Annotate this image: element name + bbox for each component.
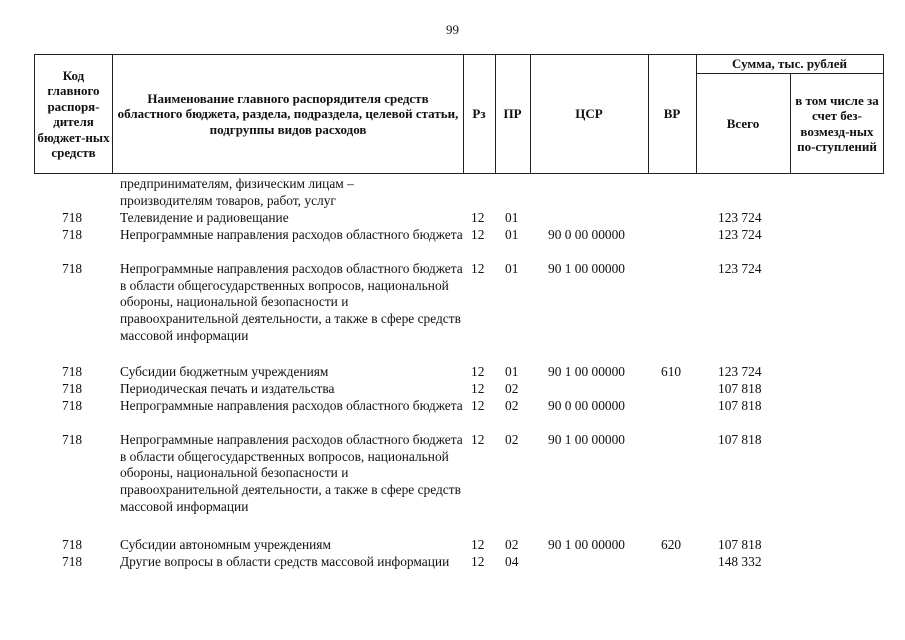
row-rz: 12 <box>471 227 485 242</box>
row-rz: 12 <box>471 432 485 447</box>
header-rz: Рз <box>472 106 486 122</box>
row-pr: 02 <box>505 537 519 552</box>
col-border-0 <box>34 54 35 174</box>
header-vr: ВР <box>663 106 681 122</box>
row-name: Субсидии бюджетным учреждениям <box>120 364 329 379</box>
row-pr: 01 <box>505 227 519 242</box>
row-rz: 12 <box>471 381 485 396</box>
row-total: 107 818 <box>718 381 762 396</box>
row-vr: 620 <box>661 537 682 552</box>
row-code: 718 <box>62 554 83 569</box>
row-total: 123 724 <box>718 261 762 276</box>
row-code: 718 <box>62 210 83 225</box>
header-bottom-border <box>34 173 883 174</box>
page-number: 99 <box>446 22 459 37</box>
row-total: 123 724 <box>718 227 762 242</box>
row-pr: 01 <box>505 364 519 379</box>
row-name: Непрограммные направления расходов областного бюджета в области общегосударственных вопросов, национальной обороны, национальной безопасности и правоохранительной деятельности, а также в сфере средств массовой информации <box>120 261 463 343</box>
row-total: 148 332 <box>718 554 762 569</box>
header-sum-group: Сумма, тыс. рублей <box>732 56 847 72</box>
header-name: Наименование главного распорядителя средств областного бюджета, раздела, подраздела, целевой статьи, подгруппы видов расходов <box>117 90 459 137</box>
row-code: 718 <box>62 364 83 379</box>
row-name: Периодическая печать и издательства <box>120 381 335 396</box>
row-pr: 02 <box>505 381 519 396</box>
row-rz: 12 <box>471 398 485 413</box>
row-code: 718 <box>62 537 83 552</box>
row-name: Субсидии автономным учреждениям <box>120 537 331 552</box>
row-csr: 90 1 00 00000 <box>548 432 625 447</box>
row-rz: 12 <box>471 210 485 225</box>
row-code: 718 <box>62 261 83 276</box>
row-name: Непрограммные направления расходов областного бюджета <box>120 227 463 242</box>
row-name: Телевидение и радиовещание <box>120 210 289 225</box>
row-csr: 90 1 00 00000 <box>548 537 625 552</box>
row-vr: 610 <box>661 364 682 379</box>
row-code: 718 <box>62 398 83 413</box>
row-csr: 90 0 00 00000 <box>548 398 625 413</box>
row-name: Непрограммные направления расходов областного бюджета <box>120 398 463 413</box>
col-border-8 <box>883 54 884 174</box>
row-total: 123 724 <box>718 210 762 225</box>
row-total: 107 818 <box>718 398 762 413</box>
row-csr: 90 1 00 00000 <box>548 364 625 379</box>
row-pr: 01 <box>505 210 519 225</box>
row-rz: 12 <box>471 261 485 276</box>
row-csr: 90 1 00 00000 <box>548 261 625 276</box>
header-incl-grants: в том числе за счет без-возмезд-ных по-ступлений <box>795 92 879 154</box>
header-pr: ПР <box>503 106 522 122</box>
row-pr: 01 <box>505 261 519 276</box>
row-code: 718 <box>62 381 83 396</box>
row-code: 718 <box>62 432 83 447</box>
col-border-1 <box>112 54 113 174</box>
row-pr: 02 <box>505 398 519 413</box>
col-border-7 <box>790 73 791 174</box>
row-pr: 04 <box>505 554 519 569</box>
row-total: 107 818 <box>718 432 762 447</box>
row-name: Другие вопросы в области средств массовой информации <box>120 554 450 569</box>
row-rz: 12 <box>471 364 485 379</box>
row-name: предпринимателям, физическим лицам – производителям товаров, работ, услуг <box>120 176 354 208</box>
row-rz: 12 <box>471 537 485 552</box>
row-code: 718 <box>62 227 83 242</box>
row-pr: 02 <box>505 432 519 447</box>
row-total: 123 724 <box>718 364 762 379</box>
header-code: Код главного распоря-дителя бюджет-ных средств <box>37 67 110 160</box>
header-total: Всего <box>726 115 760 131</box>
row-name: Непрограммные направления расходов областного бюджета в области общегосударственных вопросов, национальной обороны, национальной безопасности и правоохранительной деятельности, а также в сфере средств массовой информации <box>120 432 463 514</box>
row-rz: 12 <box>471 554 485 569</box>
row-csr: 90 0 00 00000 <box>548 227 625 242</box>
row-total: 107 818 <box>718 537 762 552</box>
header-csr: ЦСР <box>575 106 603 122</box>
